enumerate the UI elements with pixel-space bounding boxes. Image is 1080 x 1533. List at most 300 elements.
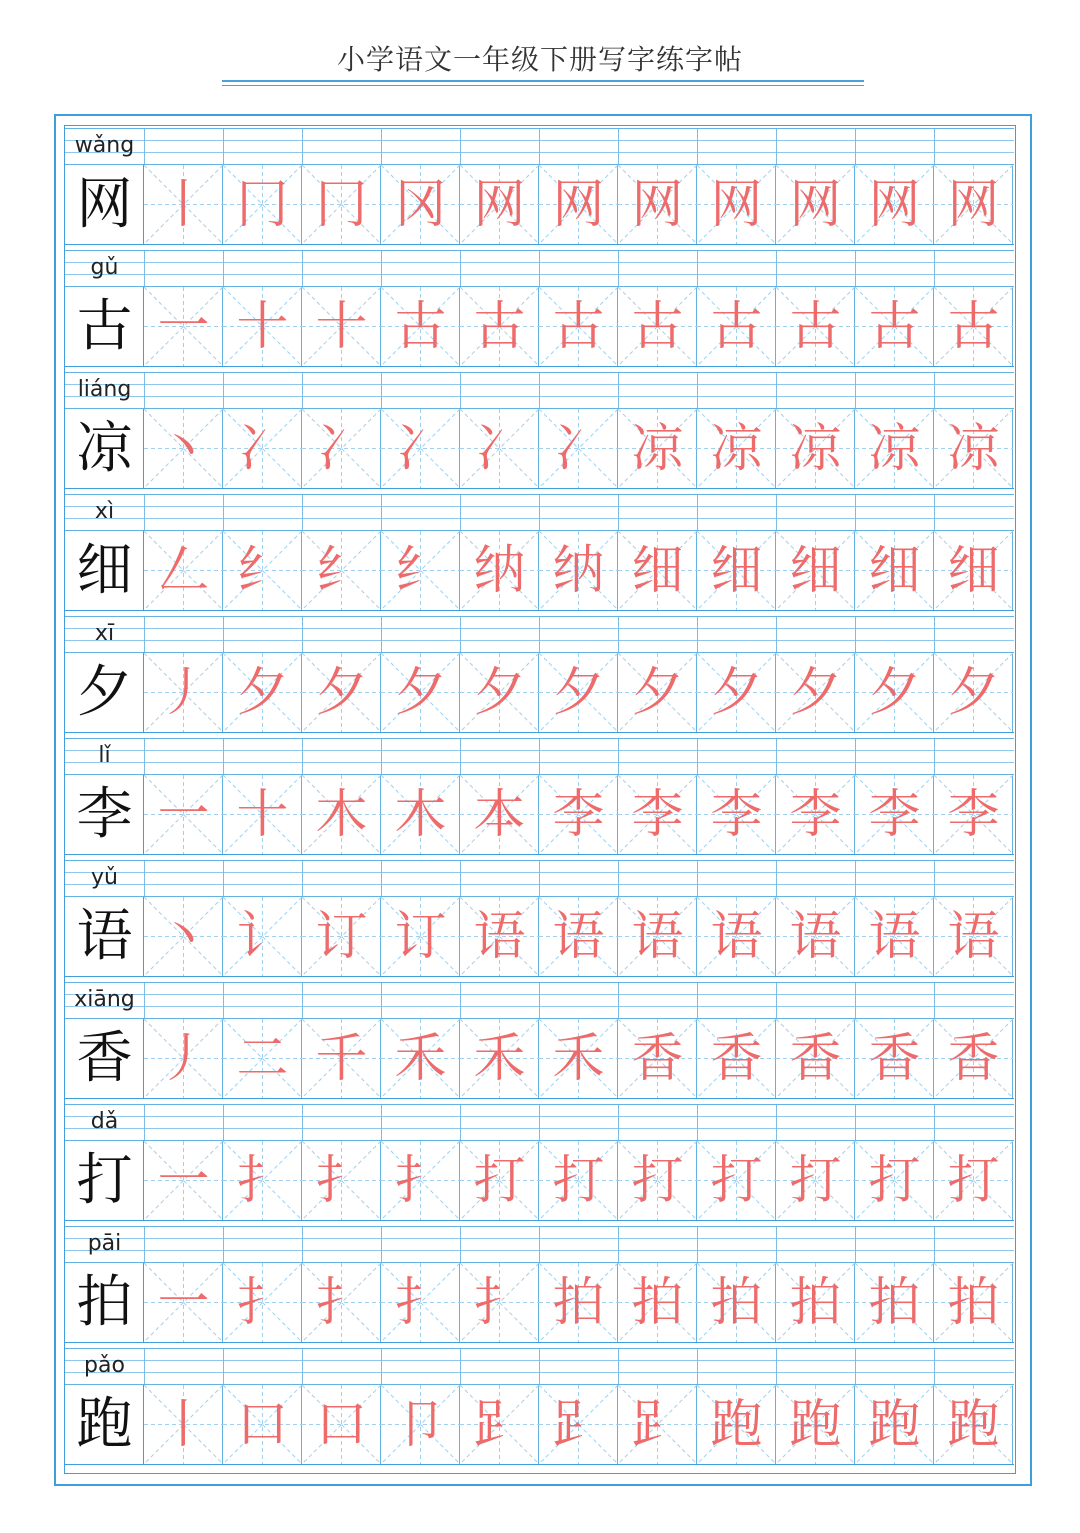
character-row <box>65 165 1014 245</box>
model-character: 拍 <box>76 1269 133 1335</box>
stroke-order-glyph: 口 <box>236 1394 289 1455</box>
stroke-order-glyph: 跑 <box>710 1394 763 1455</box>
stroke-order-cell <box>381 531 460 610</box>
stroke-order-glyph: 丿 <box>157 662 210 723</box>
stroke-order-cell <box>381 897 460 976</box>
stroke-order-glyph: 订 <box>394 906 447 967</box>
stroke-order-cell <box>776 775 855 854</box>
stroke-order-glyph: 凉 <box>789 418 842 479</box>
character-row <box>65 287 1014 367</box>
stroke-order-cell <box>934 287 1013 366</box>
stroke-order-glyph: 香 <box>631 1028 684 1089</box>
pinyin-band <box>65 982 1014 1019</box>
stroke-order-cell <box>855 897 934 976</box>
stroke-order-glyph: 禾 <box>552 1028 605 1089</box>
pinyin-column-divider <box>697 1227 698 1262</box>
pinyin-column-divider <box>618 739 619 774</box>
stroke-order-cell <box>460 653 539 732</box>
stroke-order-cell <box>618 775 697 854</box>
pinyin-column-divider <box>539 983 540 1018</box>
stroke-order-glyph: 冂 <box>315 174 368 235</box>
stroke-order-glyph: 网 <box>868 174 921 235</box>
stroke-order-cell <box>618 1141 697 1220</box>
model-character-cell <box>65 653 144 732</box>
pinyin-column-divider <box>381 251 382 286</box>
stroke-order-glyph: 网 <box>947 174 1000 235</box>
stroke-order-glyph: 打 <box>789 1150 842 1211</box>
stroke-order-cell <box>697 775 776 854</box>
pinyin-column-divider <box>381 495 382 530</box>
character-row <box>65 1385 1014 1465</box>
pinyin-column-divider <box>539 617 540 652</box>
stroke-order-cell <box>144 165 223 244</box>
character-row <box>65 653 1014 733</box>
stroke-order-glyph: 打 <box>868 1150 921 1211</box>
practice-grid <box>64 125 1016 1474</box>
stroke-order-glyph: 𧾷 <box>631 1394 684 1455</box>
stroke-order-cell <box>223 1141 302 1220</box>
pinyin-column-divider <box>144 373 145 408</box>
character-row <box>65 1141 1014 1221</box>
stroke-order-glyph: 扌 <box>315 1272 368 1333</box>
pinyin-column-divider <box>618 1105 619 1140</box>
stroke-order-cell <box>460 531 539 610</box>
stroke-order-glyph: 跑 <box>868 1394 921 1455</box>
stroke-order-cell <box>934 531 1013 610</box>
model-character: 古 <box>76 293 133 359</box>
stroke-order-cell <box>697 1263 776 1342</box>
stroke-order-cell <box>618 287 697 366</box>
stroke-order-glyph: 订 <box>315 906 368 967</box>
character-row <box>65 531 1014 611</box>
pinyin-column-divider <box>618 983 619 1018</box>
stroke-order-glyph: 十 <box>315 296 368 357</box>
stroke-order-glyph: 一 <box>157 784 210 845</box>
pinyin-column-divider <box>460 1105 461 1140</box>
stroke-order-glyph: 十 <box>236 784 289 845</box>
stroke-order-cell <box>934 897 1013 976</box>
stroke-order-cell <box>855 165 934 244</box>
stroke-order-glyph: 古 <box>868 296 921 357</box>
pinyin-column-divider <box>776 373 777 408</box>
pinyin-column-divider <box>618 1227 619 1262</box>
stroke-order-glyph: 凉 <box>710 418 763 479</box>
stroke-order-glyph: 冫 <box>236 418 289 479</box>
pinyin-column-divider <box>144 1349 145 1384</box>
pinyin-label: liáng <box>77 377 132 402</box>
stroke-order-glyph: 卩 <box>394 1394 447 1455</box>
stroke-order-glyph: 古 <box>394 296 447 357</box>
model-character: 李 <box>76 781 133 847</box>
model-character: 细 <box>76 537 133 603</box>
stroke-order-cell <box>223 531 302 610</box>
stroke-order-glyph: 网 <box>473 174 526 235</box>
pinyin-column-divider <box>934 251 935 286</box>
pinyin-column-divider <box>460 617 461 652</box>
stroke-order-glyph: 语 <box>473 906 526 967</box>
stroke-order-cell <box>776 409 855 488</box>
stroke-order-glyph: 语 <box>552 906 605 967</box>
stroke-order-glyph: 禾 <box>473 1028 526 1089</box>
pinyin-column-divider <box>776 495 777 530</box>
model-character: 香 <box>76 1025 133 1091</box>
pinyin-column-divider <box>697 1105 698 1140</box>
stroke-order-glyph: 纟 <box>315 540 368 601</box>
stroke-order-glyph: 𧾷 <box>473 1394 526 1455</box>
stroke-order-cell <box>223 409 302 488</box>
pinyin-band <box>65 128 1014 165</box>
pinyin-label: xiāng <box>74 987 135 1012</box>
stroke-order-cell <box>934 1141 1013 1220</box>
stroke-order-glyph: 打 <box>631 1150 684 1211</box>
stroke-order-glyph: 夕 <box>710 662 763 723</box>
stroke-order-cell <box>697 653 776 732</box>
stroke-order-cell <box>381 1019 460 1098</box>
pinyin-column-divider <box>934 617 935 652</box>
stroke-order-cell <box>223 1263 302 1342</box>
stroke-order-glyph: 禾 <box>394 1028 447 1089</box>
model-character: 语 <box>76 903 133 969</box>
pinyin-column-divider <box>381 739 382 774</box>
stroke-order-cell <box>381 1141 460 1220</box>
stroke-order-glyph: 纳 <box>473 540 526 601</box>
stroke-order-glyph: 口 <box>315 1394 368 1455</box>
pinyin-column-divider <box>144 495 145 530</box>
pinyin-column-divider <box>302 495 303 530</box>
character-row <box>65 1263 1014 1343</box>
pinyin-column-divider <box>302 861 303 896</box>
stroke-order-glyph: 丨 <box>157 174 210 235</box>
model-character-cell <box>65 165 144 244</box>
stroke-order-glyph: 冫 <box>394 418 447 479</box>
stroke-order-cell <box>934 775 1013 854</box>
stroke-order-glyph: 网 <box>710 174 763 235</box>
pinyin-column-divider <box>934 1227 935 1262</box>
stroke-order-cell <box>381 1385 460 1464</box>
stroke-order-glyph: 古 <box>552 296 605 357</box>
pinyin-column-divider <box>381 983 382 1018</box>
stroke-order-glyph: 凉 <box>631 418 684 479</box>
pinyin-column-divider <box>144 1227 145 1262</box>
stroke-order-glyph: 拍 <box>552 1272 605 1333</box>
stroke-order-glyph: 语 <box>710 906 763 967</box>
pinyin-column-divider <box>381 1349 382 1384</box>
pinyin-column-divider <box>539 1349 540 1384</box>
stroke-order-glyph: 细 <box>947 540 1000 601</box>
pinyin-column-divider <box>223 251 224 286</box>
stroke-order-cell <box>618 1019 697 1098</box>
pinyin-column-divider <box>302 251 303 286</box>
pinyin-column-divider <box>697 1349 698 1384</box>
pinyin-column-divider <box>855 129 856 164</box>
stroke-order-glyph: 本 <box>473 784 526 845</box>
stroke-order-glyph: 古 <box>947 296 1000 357</box>
pinyin-label: lǐ <box>98 743 111 768</box>
pinyin-column-divider <box>855 983 856 1018</box>
stroke-order-cell <box>223 653 302 732</box>
stroke-order-cell <box>223 1385 302 1464</box>
stroke-order-cell <box>697 1019 776 1098</box>
stroke-order-cell <box>697 897 776 976</box>
stroke-order-glyph: 讠 <box>236 906 289 967</box>
pinyin-column-divider <box>934 1105 935 1140</box>
stroke-order-cell <box>618 1385 697 1464</box>
stroke-order-cell <box>144 1141 223 1220</box>
stroke-order-cell <box>223 897 302 976</box>
model-character-cell <box>65 409 144 488</box>
pinyin-label: pǎo <box>84 1353 125 1378</box>
pinyin-column-divider <box>855 495 856 530</box>
stroke-order-glyph: 语 <box>868 906 921 967</box>
stroke-order-glyph: 夕 <box>947 662 1000 723</box>
stroke-order-glyph: 木 <box>315 784 368 845</box>
stroke-order-cell <box>855 775 934 854</box>
model-character-cell <box>65 775 144 854</box>
stroke-order-cell <box>539 531 618 610</box>
pinyin-column-divider <box>934 373 935 408</box>
model-character-cell <box>65 531 144 610</box>
pinyin-column-divider <box>223 495 224 530</box>
stroke-order-glyph: 网 <box>631 174 684 235</box>
pinyin-column-divider <box>302 1349 303 1384</box>
stroke-order-cell <box>460 287 539 366</box>
stroke-order-cell <box>144 1385 223 1464</box>
pinyin-column-divider <box>144 129 145 164</box>
pinyin-column-divider <box>460 495 461 530</box>
stroke-order-cell <box>855 1019 934 1098</box>
pinyin-band <box>65 494 1014 531</box>
stroke-order-cell <box>539 775 618 854</box>
character-row <box>65 1019 1014 1099</box>
pinyin-column-divider <box>697 617 698 652</box>
stroke-order-cell <box>223 165 302 244</box>
stroke-order-glyph: 打 <box>552 1150 605 1211</box>
stroke-order-cell <box>223 775 302 854</box>
stroke-order-glyph: 冫 <box>473 418 526 479</box>
stroke-order-cell <box>381 775 460 854</box>
stroke-order-cell <box>460 1263 539 1342</box>
stroke-order-glyph: 凉 <box>868 418 921 479</box>
pinyin-column-divider <box>223 739 224 774</box>
stroke-order-cell <box>618 897 697 976</box>
character-row <box>65 775 1014 855</box>
stroke-order-cell <box>855 653 934 732</box>
stroke-order-cell <box>144 287 223 366</box>
stroke-order-cell <box>302 1263 381 1342</box>
stroke-order-glyph: 一 <box>157 1272 210 1333</box>
pinyin-label: xì <box>94 499 115 524</box>
stroke-order-glyph: 李 <box>789 784 842 845</box>
stroke-order-glyph: 丶 <box>157 906 210 967</box>
stroke-order-cell <box>776 531 855 610</box>
stroke-order-cell <box>302 1019 381 1098</box>
pinyin-column-divider <box>934 1349 935 1384</box>
title-underline <box>222 80 864 86</box>
stroke-order-cell <box>223 1019 302 1098</box>
model-character-cell <box>65 1019 144 1098</box>
pinyin-column-divider <box>223 861 224 896</box>
stroke-order-glyph: 拍 <box>868 1272 921 1333</box>
model-character: 打 <box>76 1147 133 1213</box>
pinyin-column-divider <box>302 617 303 652</box>
pinyin-column-divider <box>618 1349 619 1384</box>
stroke-order-cell <box>223 287 302 366</box>
stroke-order-cell <box>697 1141 776 1220</box>
stroke-order-cell <box>934 1019 1013 1098</box>
pinyin-column-divider <box>460 861 461 896</box>
pinyin-column-divider <box>381 129 382 164</box>
stroke-order-glyph: 丿 <box>157 1028 210 1089</box>
pinyin-column-divider <box>855 1349 856 1384</box>
pinyin-column-divider <box>934 739 935 774</box>
stroke-order-glyph: 李 <box>868 784 921 845</box>
pinyin-column-divider <box>618 373 619 408</box>
pinyin-column-divider <box>381 373 382 408</box>
stroke-order-cell <box>302 409 381 488</box>
stroke-order-glyph: 夕 <box>789 662 842 723</box>
stroke-order-cell <box>144 775 223 854</box>
pinyin-column-divider <box>381 1227 382 1262</box>
stroke-order-cell <box>776 1385 855 1464</box>
pinyin-column-divider <box>539 861 540 896</box>
pinyin-label: dǎ <box>90 1109 119 1134</box>
pinyin-column-divider <box>776 1105 777 1140</box>
stroke-order-glyph: 香 <box>947 1028 1000 1089</box>
stroke-order-cell <box>302 1141 381 1220</box>
stroke-order-glyph: 拍 <box>947 1272 1000 1333</box>
pinyin-column-divider <box>934 495 935 530</box>
pinyin-column-divider <box>302 739 303 774</box>
pinyin-column-divider <box>381 617 382 652</box>
pinyin-column-divider <box>144 983 145 1018</box>
stroke-order-glyph: 打 <box>710 1150 763 1211</box>
pinyin-column-divider <box>855 739 856 774</box>
pinyin-column-divider <box>618 129 619 164</box>
pinyin-label: yǔ <box>91 865 118 890</box>
stroke-order-glyph: 扌 <box>394 1272 447 1333</box>
stroke-order-glyph: 古 <box>710 296 763 357</box>
pinyin-label: pāi <box>87 1231 122 1256</box>
pinyin-column-divider <box>697 739 698 774</box>
stroke-order-cell <box>381 165 460 244</box>
stroke-order-cell <box>776 165 855 244</box>
model-character: 网 <box>76 171 133 237</box>
pinyin-column-divider <box>855 1227 856 1262</box>
stroke-order-cell <box>618 1263 697 1342</box>
stroke-order-glyph: 冈 <box>394 174 447 235</box>
stroke-order-cell <box>539 653 618 732</box>
stroke-order-cell <box>144 1263 223 1342</box>
model-character-cell <box>65 1141 144 1220</box>
stroke-order-cell <box>776 1019 855 1098</box>
stroke-order-glyph: 夕 <box>552 662 605 723</box>
stroke-order-glyph: 𠃋 <box>157 540 210 601</box>
model-character-cell <box>65 1263 144 1342</box>
pinyin-column-divider <box>223 983 224 1018</box>
stroke-order-glyph: 夕 <box>394 662 447 723</box>
stroke-order-cell <box>302 287 381 366</box>
stroke-order-cell <box>539 1141 618 1220</box>
model-character: 夕 <box>76 659 133 725</box>
stroke-order-glyph: 拍 <box>789 1272 842 1333</box>
stroke-order-glyph: 夕 <box>315 662 368 723</box>
stroke-order-glyph: 纳 <box>552 540 605 601</box>
stroke-order-glyph: 夕 <box>236 662 289 723</box>
stroke-order-glyph: 香 <box>789 1028 842 1089</box>
stroke-order-glyph: 跑 <box>947 1394 1000 1455</box>
stroke-order-cell <box>460 897 539 976</box>
stroke-order-cell <box>302 1385 381 1464</box>
pinyin-column-divider <box>934 129 935 164</box>
pinyin-column-divider <box>934 861 935 896</box>
stroke-order-cell <box>776 1141 855 1220</box>
stroke-order-cell <box>144 897 223 976</box>
stroke-order-cell <box>539 165 618 244</box>
stroke-order-cell <box>776 1263 855 1342</box>
stroke-order-cell <box>539 409 618 488</box>
stroke-order-cell <box>618 409 697 488</box>
stroke-order-glyph: 扌 <box>394 1150 447 1211</box>
stroke-order-cell <box>934 409 1013 488</box>
stroke-order-cell <box>934 1385 1013 1464</box>
stroke-order-cell <box>381 409 460 488</box>
pinyin-column-divider <box>539 373 540 408</box>
pinyin-column-divider <box>381 1105 382 1140</box>
stroke-order-glyph: 细 <box>631 540 684 601</box>
stroke-order-glyph: 古 <box>631 296 684 357</box>
pinyin-column-divider <box>539 251 540 286</box>
pinyin-column-divider <box>302 1227 303 1262</box>
stroke-order-glyph: 细 <box>868 540 921 601</box>
stroke-order-glyph: 拍 <box>710 1272 763 1333</box>
pinyin-column-divider <box>855 861 856 896</box>
pinyin-column-divider <box>934 983 935 1018</box>
stroke-order-glyph: 夕 <box>631 662 684 723</box>
stroke-order-glyph: 扌 <box>315 1150 368 1211</box>
stroke-order-cell <box>302 165 381 244</box>
pinyin-column-divider <box>381 861 382 896</box>
stroke-order-cell <box>934 1263 1013 1342</box>
stroke-order-glyph: 语 <box>947 906 1000 967</box>
pinyin-column-divider <box>855 617 856 652</box>
pinyin-band <box>65 1104 1014 1141</box>
pinyin-column-divider <box>539 495 540 530</box>
pinyin-column-divider <box>223 1105 224 1140</box>
stroke-order-cell <box>697 287 776 366</box>
stroke-order-glyph: 纟 <box>394 540 447 601</box>
stroke-order-glyph: 细 <box>789 540 842 601</box>
stroke-order-glyph: 千 <box>315 1028 368 1089</box>
stroke-order-cell <box>144 531 223 610</box>
stroke-order-cell <box>539 897 618 976</box>
stroke-order-cell <box>855 1141 934 1220</box>
stroke-order-cell <box>539 1385 618 1464</box>
stroke-order-cell <box>934 653 1013 732</box>
stroke-order-glyph: 十 <box>236 296 289 357</box>
stroke-order-cell <box>381 653 460 732</box>
stroke-order-cell <box>697 1385 776 1464</box>
pinyin-column-divider <box>460 1349 461 1384</box>
pinyin-column-divider <box>697 251 698 286</box>
stroke-order-cell <box>618 165 697 244</box>
pinyin-band <box>65 372 1014 409</box>
pinyin-column-divider <box>776 1349 777 1384</box>
stroke-order-glyph: 细 <box>710 540 763 601</box>
pinyin-column-divider <box>697 129 698 164</box>
stroke-order-glyph: 丶 <box>157 418 210 479</box>
stroke-order-cell <box>460 165 539 244</box>
pinyin-column-divider <box>539 1105 540 1140</box>
